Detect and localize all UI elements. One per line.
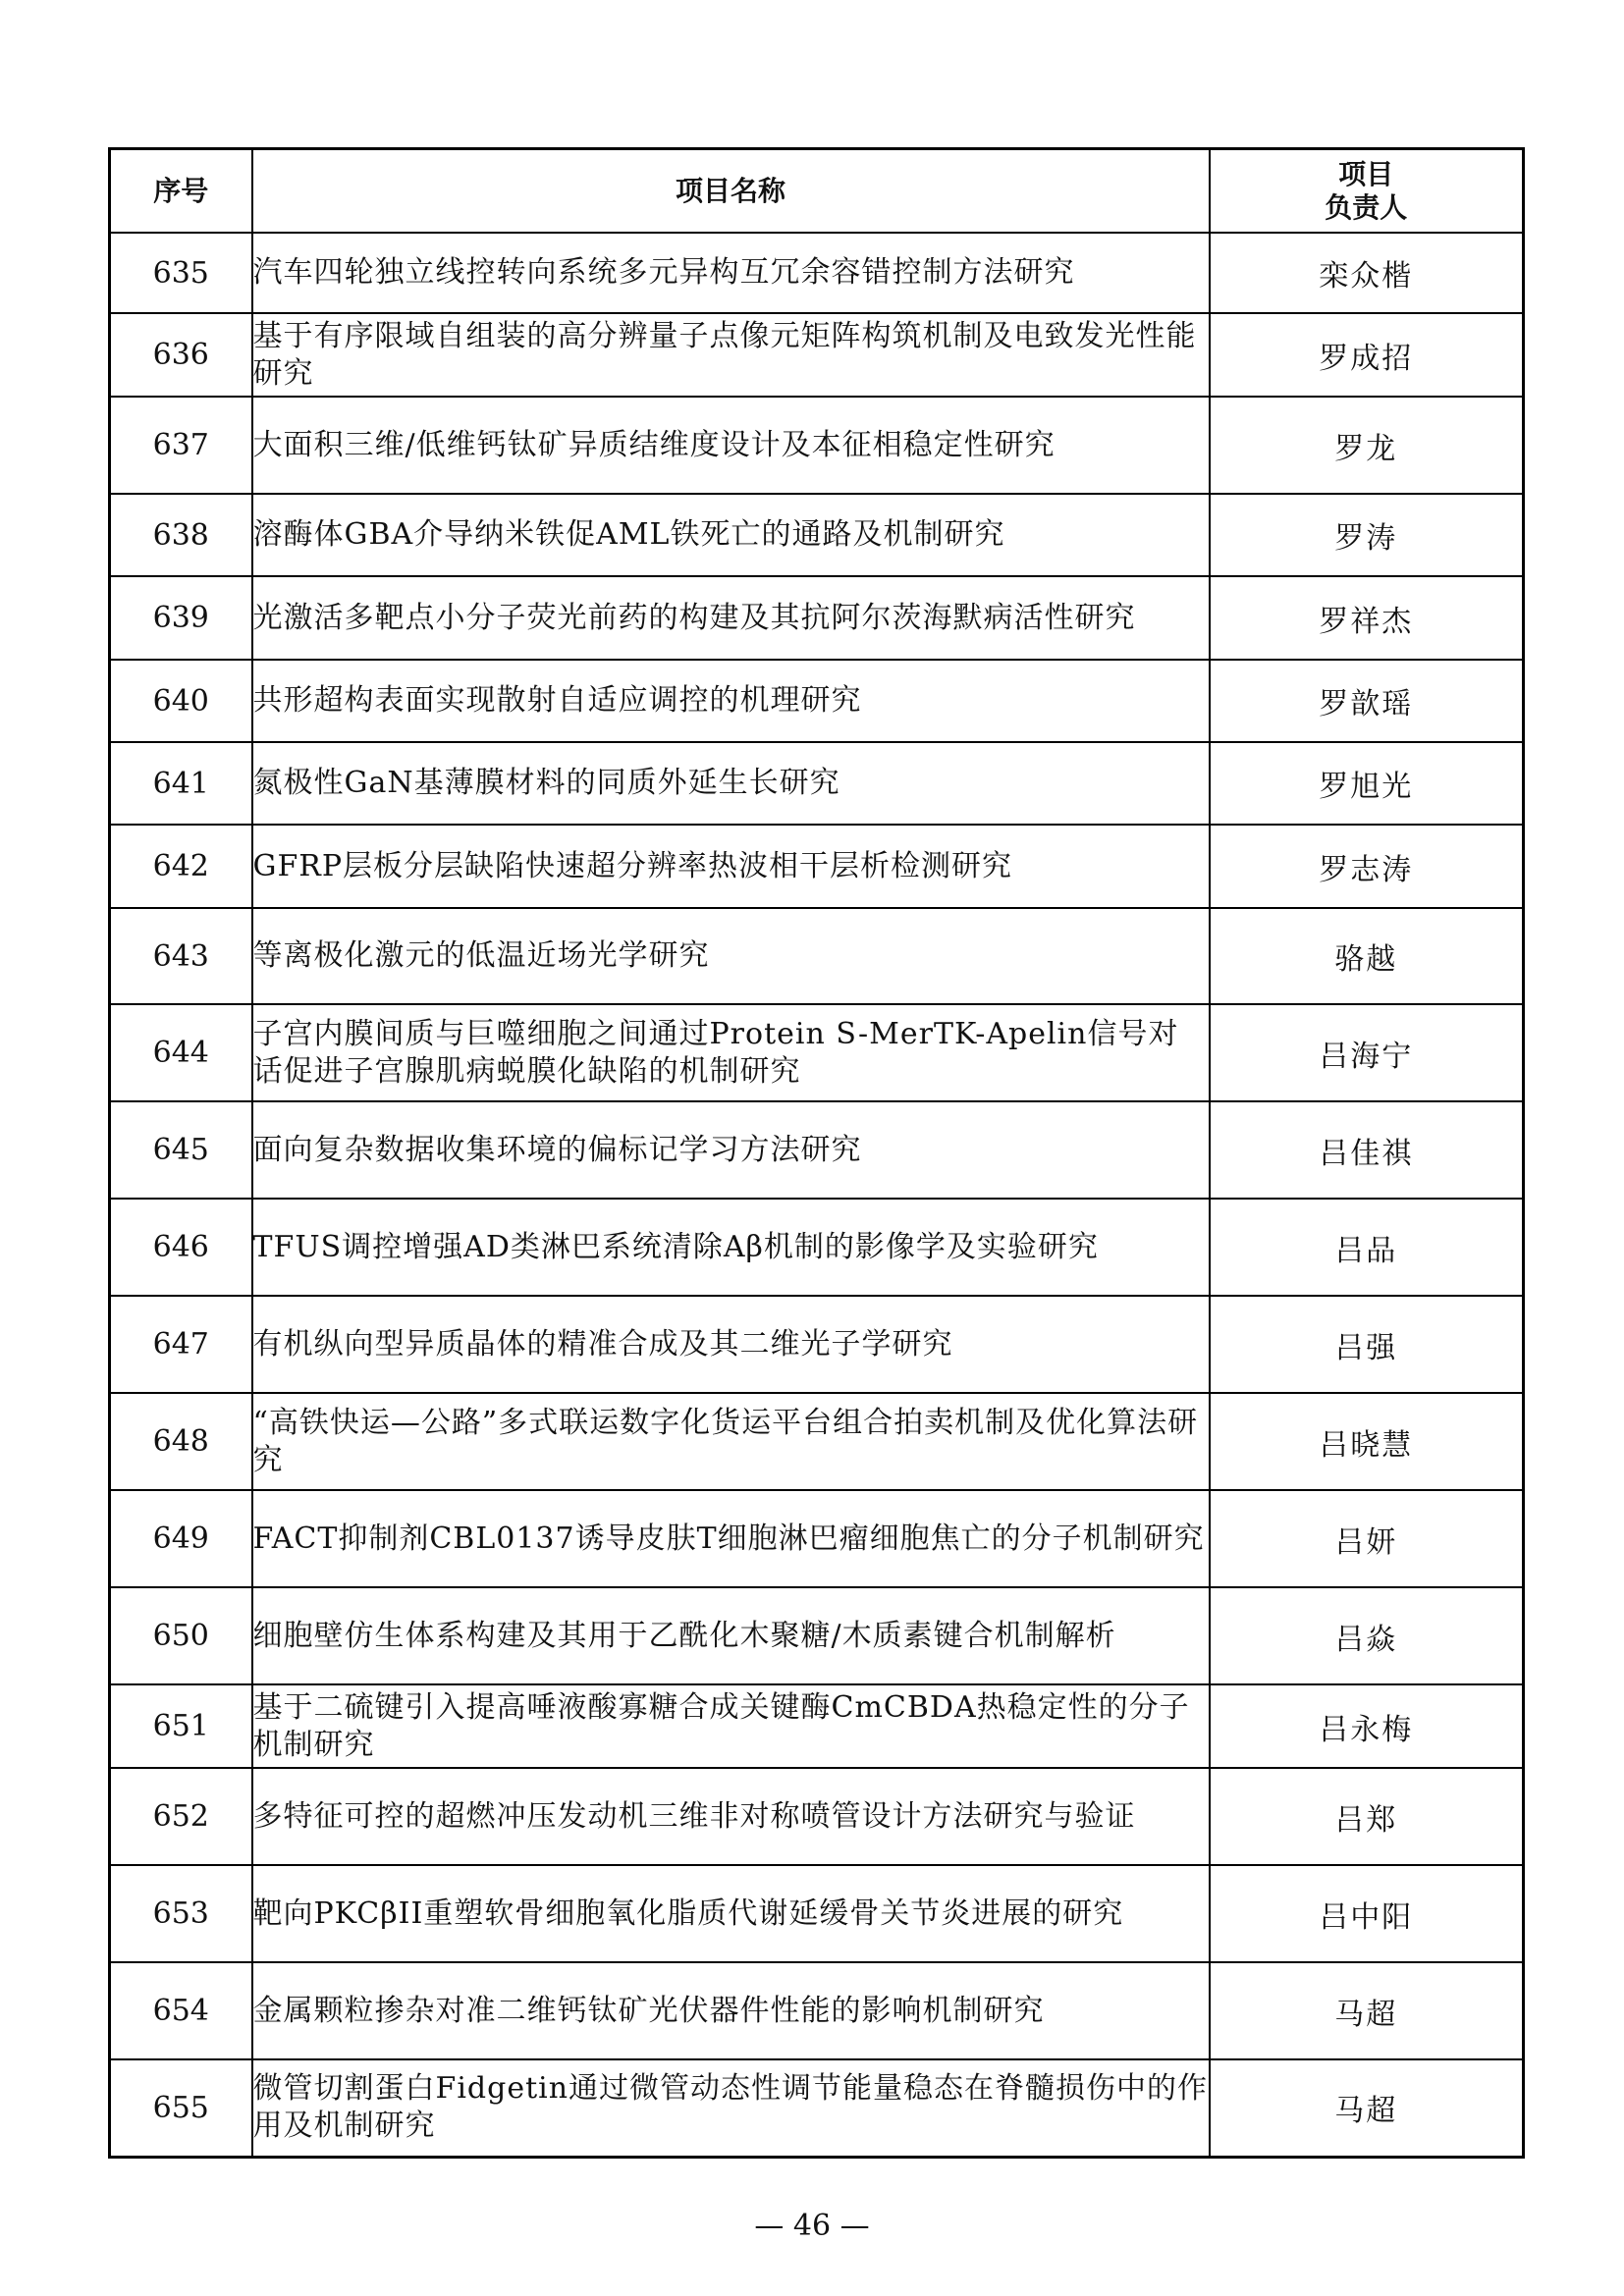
header-person-line2: 负责人 xyxy=(1325,190,1408,224)
row-project-name: 共形超构表面实现散射自适应调控的机理研究 xyxy=(252,660,1210,742)
table-row xyxy=(110,1101,1524,1199)
header-name: 项目名称 xyxy=(252,149,1210,234)
table-row xyxy=(110,1768,1524,1865)
table-row xyxy=(110,1393,1524,1490)
header-num: 序号 xyxy=(110,149,252,234)
row-person: 吕海宁 xyxy=(1210,1004,1524,1101)
row-num: 641 xyxy=(110,742,252,825)
row-num: 645 xyxy=(110,1101,252,1199)
row-person: 吕永梅 xyxy=(1210,1684,1524,1768)
row-project-name: 基于有序限域自组装的高分辨量子点像元矩阵构筑机制及电致发光性能研究 xyxy=(252,313,1210,397)
table-row xyxy=(110,1296,1524,1393)
row-num: 640 xyxy=(110,660,252,742)
row-num: 654 xyxy=(110,1962,252,2059)
row-project-name: 基于二硫键引入提高唾液酸寡糖合成关键酶CmCBDA热稳定性的分子机制研究 xyxy=(252,1684,1210,1768)
row-project-name: 氮极性GaN基薄膜材料的同质外延生长研究 xyxy=(252,742,1210,825)
row-project-name: 大面积三维/低维钙钛矿异质结维度设计及本征相稳定性研究 xyxy=(252,397,1210,494)
table-row xyxy=(110,233,1524,313)
row-project-name: 溶酶体GBA介导纳米铁促AML铁死亡的通路及机制研究 xyxy=(252,494,1210,576)
row-num: 652 xyxy=(110,1768,252,1865)
row-person: 吕郑 xyxy=(1210,1768,1524,1865)
row-person: 吕佳祺 xyxy=(1210,1101,1524,1199)
row-num: 646 xyxy=(110,1199,252,1296)
row-person: 罗祥杰 xyxy=(1210,576,1524,660)
table-row xyxy=(110,576,1524,660)
row-person: 吕中阳 xyxy=(1210,1865,1524,1962)
row-project-name: TFUS调控增强AD类淋巴系统清除Aβ机制的影像学及实验研究 xyxy=(252,1199,1210,1296)
row-project-name: “高铁快运—公路”多式联运数字化货运平台组合拍卖机制及优化算法研究 xyxy=(252,1393,1210,1490)
table-row xyxy=(110,313,1524,397)
header-person xyxy=(1210,149,1524,234)
row-project-name: 多特征可控的超燃冲压发动机三维非对称喷管设计方法研究与验证 xyxy=(252,1768,1210,1865)
header-row xyxy=(110,149,1524,234)
table-row xyxy=(110,1199,1524,1296)
table-row xyxy=(110,397,1524,494)
row-person: 吕品 xyxy=(1210,1199,1524,1296)
row-person: 罗歆瑶 xyxy=(1210,660,1524,742)
row-num: 649 xyxy=(110,1490,252,1587)
table-row xyxy=(110,1684,1524,1768)
row-project-name: 靶向PKCβII重塑软骨细胞氧化脂质代谢延缓骨关节炎进展的研究 xyxy=(252,1865,1210,1962)
row-person: 吕焱 xyxy=(1210,1587,1524,1684)
row-person: 吕妍 xyxy=(1210,1490,1524,1587)
row-project-name: 等离极化激元的低温近场光学研究 xyxy=(252,908,1210,1004)
table-row xyxy=(110,1490,1524,1587)
row-project-name: 有机纵向型异质晶体的精准合成及其二维光子学研究 xyxy=(252,1296,1210,1393)
table-row xyxy=(110,1587,1524,1684)
row-num: 637 xyxy=(110,397,252,494)
row-project-name: GFRP层板分层缺陷快速超分辨率热波相干层析检测研究 xyxy=(252,825,1210,908)
table-row xyxy=(110,494,1524,576)
row-num: 655 xyxy=(110,2059,252,2157)
row-num: 651 xyxy=(110,1684,252,1768)
page-number: — 46 — xyxy=(754,2209,870,2243)
table-row xyxy=(110,1962,1524,2059)
row-num: 647 xyxy=(110,1296,252,1393)
table-row xyxy=(110,1865,1524,1962)
row-project-name: 面向复杂数据收集环境的偏标记学习方法研究 xyxy=(252,1101,1210,1199)
row-person: 吕强 xyxy=(1210,1296,1524,1393)
table-row xyxy=(110,908,1524,1004)
project-table xyxy=(108,147,1525,2159)
row-num: 653 xyxy=(110,1865,252,1962)
row-project-name: 细胞壁仿生体系构建及其用于乙酰化木聚糖/木质素键合机制解析 xyxy=(252,1587,1210,1684)
row-project-name: 微管切割蛋白Fidgetin通过微管动态性调节能量稳态在脊髓损伤中的作用及机制研究 xyxy=(252,2059,1210,2157)
row-num: 638 xyxy=(110,494,252,576)
row-num: 650 xyxy=(110,1587,252,1684)
row-person: 罗涛 xyxy=(1210,494,1524,576)
table-row xyxy=(110,2059,1524,2157)
row-person: 马超 xyxy=(1210,1962,1524,2059)
row-project-name: 汽车四轮独立线控转向系统多元异构互冗余容错控制方法研究 xyxy=(252,233,1210,313)
row-num: 643 xyxy=(110,908,252,1004)
row-person: 罗志涛 xyxy=(1210,825,1524,908)
row-num: 648 xyxy=(110,1393,252,1490)
row-num: 639 xyxy=(110,576,252,660)
table-row xyxy=(110,1004,1524,1101)
table-row xyxy=(110,660,1524,742)
row-person: 骆越 xyxy=(1210,908,1524,1004)
row-person: 栾众楷 xyxy=(1210,233,1524,313)
row-person: 吕晓慧 xyxy=(1210,1393,1524,1490)
row-person: 罗成招 xyxy=(1210,313,1524,397)
row-project-name: 金属颗粒掺杂对准二维钙钛矿光伏器件性能的影响机制研究 xyxy=(252,1962,1210,2059)
row-num: 636 xyxy=(110,313,252,397)
row-num: 642 xyxy=(110,825,252,908)
table-row xyxy=(110,825,1524,908)
row-project-name: 光激活多靶点小分子荧光前药的构建及其抗阿尔茨海默病活性研究 xyxy=(252,576,1210,660)
header-person-line1: 项目 xyxy=(1338,157,1394,190)
row-num: 644 xyxy=(110,1004,252,1101)
row-person: 罗龙 xyxy=(1210,397,1524,494)
table-row xyxy=(110,742,1524,825)
row-person: 罗旭光 xyxy=(1210,742,1524,825)
row-project-name: FACT抑制剂CBL0137诱导皮肤T细胞淋巴瘤细胞焦亡的分子机制研究 xyxy=(252,1490,1210,1587)
row-project-name: 子宫内膜间质与巨噬细胞之间通过Protein S-MerTK-Apelin信号对话促进子宫腺肌病蜕膜化缺陷的机制研究 xyxy=(252,1004,1210,1101)
row-num: 635 xyxy=(110,233,252,313)
row-person: 马超 xyxy=(1210,2059,1524,2157)
